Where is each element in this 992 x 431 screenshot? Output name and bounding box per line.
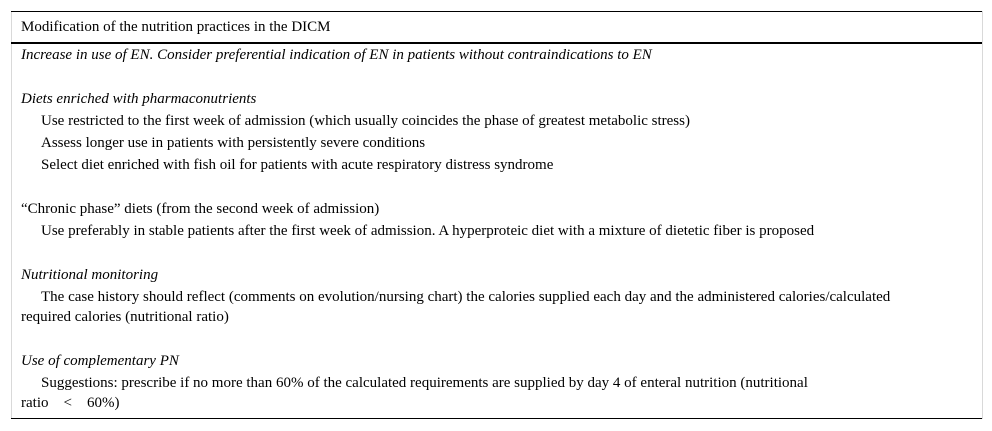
row-suggestions: Suggestions: prescribe if no more than 60% of the calculated requirements are supplied by day 4 of enteral nutrition (nutritional [41,375,808,391]
table-bottom-rule [11,418,982,419]
table-header: Modification of the nutrition practices in the DICM [21,19,331,35]
row-longer-use: Assess longer use in patients with persistently severe conditions [41,135,426,151]
row-fish-oil: Select diet enriched with fish oil for patients with acute respiratory distress syndrome [41,157,554,173]
row-suggestions-cont: ratio < 60%) [21,395,120,411]
section-chronic-phase: “Chronic phase” diets (from the second week of admission) [21,201,380,217]
row-stable-patients: Use preferably in stable patients after the first week of admission. A hyperproteic diet with a mixture of dietetic fiber is proposed [41,223,815,239]
section-pharmaconutrients: Diets enriched with pharmaconutrients [21,91,257,107]
row-first-week: Use restricted to the first week of admission (which usually coincides the phase of greatest metabolic stress) [41,113,690,129]
row-increase-en: Increase in use of EN. Consider preferential indication of EN in patients without contraindications to EN [21,47,652,63]
table-top-rule [11,11,982,12]
row-case-history-cont: required calories (nutritional ratio) [21,309,229,325]
table-header-rule [11,42,982,44]
section-monitoring: Nutritional monitoring [21,267,159,283]
section-complementary-pn: Use of complementary PN [21,353,179,369]
row-case-history: The case history should reflect (comments on evolution/nursing chart) the calories supplied each day and the administered calories/calculated [41,289,891,305]
